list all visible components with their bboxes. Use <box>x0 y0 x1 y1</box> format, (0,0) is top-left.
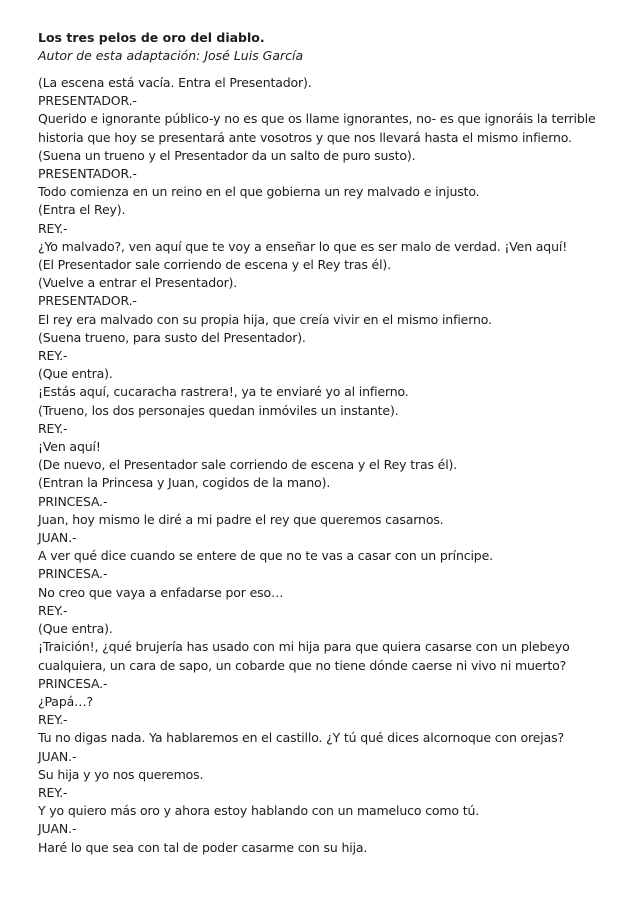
script-line: (El Presentador sale corriendo de escena y el Rey tras él). <box>38 257 391 273</box>
script-line: (De nuevo, el Presentador sale corriendo de escena y el Rey tras él). <box>38 457 458 473</box>
speaker-label: JUAN.- <box>38 748 77 764</box>
script-line: ¿Papá…? <box>38 693 93 709</box>
speaker-label: REY.- <box>38 784 68 800</box>
script-line: Haré lo que sea con tal de poder casarme con su hija. <box>38 839 368 855</box>
script-line: Juan, hoy mismo le diré a mi padre el rey que queremos casarnos. <box>38 511 444 527</box>
speaker-label: PRESENTADOR.- <box>38 293 137 309</box>
script-line: A ver qué dice cuando se entere de que no te vas a casar con un príncipe. <box>38 548 493 564</box>
script-line: ¡Estás aquí, cucaracha rastrera!, ya te enviaré yo al infierno. <box>38 384 409 400</box>
script-line: cualquiera, un cara de sapo, un cobarde que no tiene dónde caerse ni vivo ni muerto? <box>38 657 567 673</box>
speaker-label: PRESENTADOR.- <box>38 93 137 109</box>
speaker-label: REY.- <box>38 602 68 618</box>
speaker-label: REY.- <box>38 712 68 728</box>
script-line: ¡Ven aquí! <box>38 439 101 455</box>
script-line: Y yo quiero más oro y ahora estoy hablando con un mameluco como tú. <box>38 803 480 819</box>
speaker-label: PRINCESA.- <box>38 493 108 509</box>
script-line: El rey era malvado con su propia hija, que creía vivir en el mismo infierno. <box>38 311 492 327</box>
script-line: (Vuelve a entrar el Presentador). <box>38 275 238 291</box>
script-line: (Que entra). <box>38 366 113 382</box>
script-lines <box>38 74 608 857</box>
speaker-label: REY.- <box>38 420 68 436</box>
speaker-label: JUAN.- <box>38 821 77 837</box>
script-line: ¿Yo malvado?, ven aquí que te voy a enseñar lo que es ser malo de verdad. ¡Ven aquí! <box>38 238 568 254</box>
script-line: Su hija y yo nos queremos. <box>38 766 204 782</box>
document-page <box>38 29 608 857</box>
document-subtitle: Autor de esta adaptación: José Luis García <box>38 48 304 63</box>
speaker-label: JUAN.- <box>38 530 77 546</box>
document-title: Los tres pelos de oro del diablo. <box>38 30 265 45</box>
speaker-label: PRINCESA.- <box>38 566 108 582</box>
script-line: (Suena trueno, para susto del Presentador). <box>38 329 306 345</box>
speaker-label: REY.- <box>38 220 68 236</box>
speaker-label: REY.- <box>38 348 68 364</box>
script-line: (Entra el Rey). <box>38 202 126 218</box>
script-line: Todo comienza en un reino en el que gobierna un rey malvado e injusto. <box>38 184 480 200</box>
script-line: ¡Traición!, ¿qué brujería has usado con mi hija para que quiera casarse con un plebeyo <box>38 639 570 655</box>
script-line: (Que entra). <box>38 621 113 637</box>
script-line: (Entran la Princesa y Juan, cogidos de la mano). <box>38 475 331 491</box>
script-line: (Trueno, los dos personajes quedan inmóviles un instante). <box>38 402 399 418</box>
script-line: (La escena está vacía. Entra el Presentador). <box>38 75 312 90</box>
script-line: historia que hoy se presentará ante vosotros y que nos llevará hasta el mismo infierno. <box>38 129 572 145</box>
script-line: Tu no digas nada. Ya hablaremos en el castillo. ¿Y tú qué dices alcornoque con orejas? <box>38 730 564 746</box>
script-line: Querido e ignorante público-y no es que os llame ignorantes, no- es que ignoráis la terrible <box>38 111 596 127</box>
speaker-label: PRINCESA.- <box>38 675 108 691</box>
script-line: No creo que vaya a enfadarse por eso… <box>38 584 284 600</box>
script-line: (Suena un trueno y el Presentador da un salto de puro susto). <box>38 147 416 163</box>
speaker-label: PRESENTADOR.- <box>38 166 137 182</box>
